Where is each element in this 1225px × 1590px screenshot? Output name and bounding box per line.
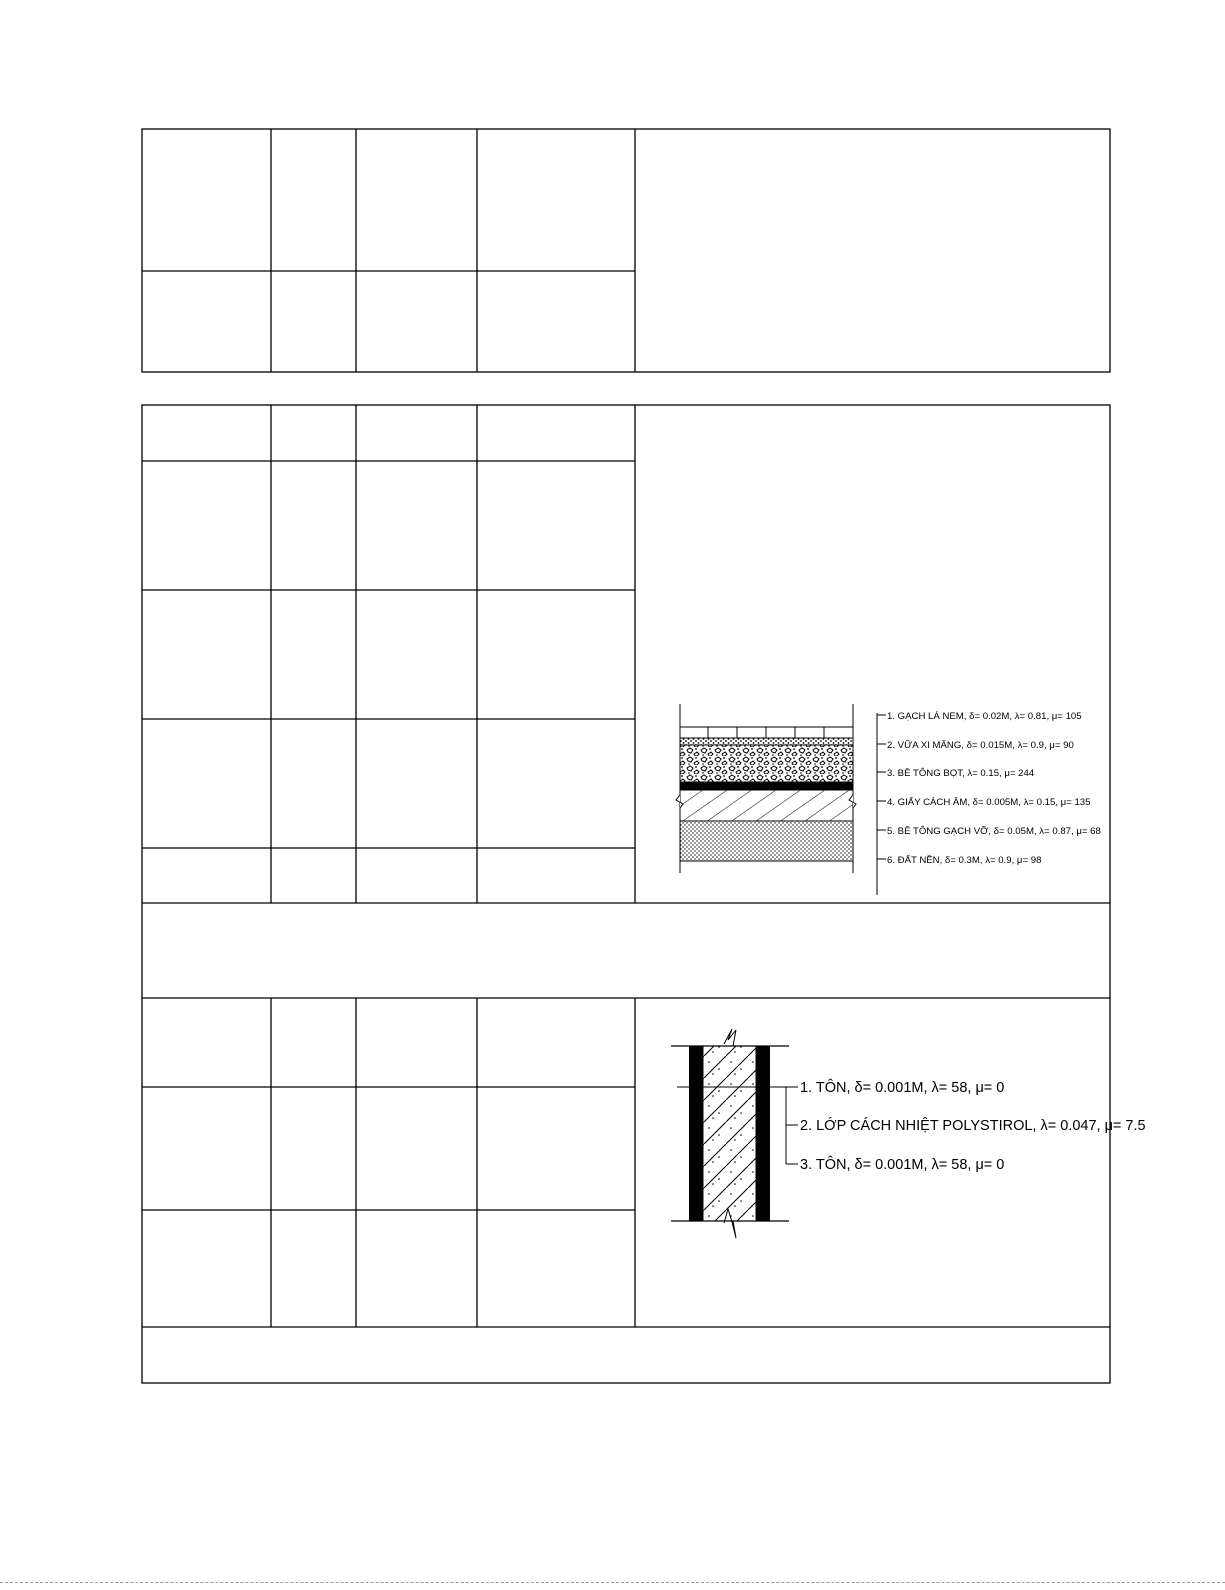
floor-layer-3-label: 3. BÊ TÔNG BỌT, λ= 0.15, μ= 244 <box>887 768 1035 779</box>
wall-layer-1-label: 1. TÔN, δ= 0.001M, λ= 58, μ= 0 <box>800 1080 1005 1096</box>
table-2 <box>142 405 1110 1383</box>
wall-layer-2-label: 2. LỚP CÁCH NHIỆT POLYSTIROL, λ= 0.047, μ= 7.5 <box>800 1118 1146 1134</box>
floor-layer-1-label: 1. GẠCH LÁ NEM, δ= 0.02M, λ= 0.81, μ= 105 <box>887 711 1082 722</box>
page-separator <box>0 1582 1225 1583</box>
table-1 <box>142 129 1110 372</box>
floor-layer-2-label: 2. VỮA XI MĂNG, δ= 0.015M, λ= 0.9, μ= 90 <box>887 740 1074 751</box>
wall-section-drawing <box>671 1029 798 1238</box>
floor-layer-6-label: 6. ĐẤT NỀN, δ= 0.3M, λ= 0.9, μ= 98 <box>887 855 1042 866</box>
floor-section-drawing <box>676 704 886 895</box>
wall-layer-3-label: 3. TÔN, δ= 0.001M, λ= 58, μ= 0 <box>800 1157 1005 1173</box>
floor-layer-5-label: 5. BÊ TÔNG GẠCH VỠ, δ= 0.05M, λ= 0.87, μ= 68 <box>887 826 1101 837</box>
floor-layer-4-label: 4. GIẤY CÁCH ÂM, δ= 0.005M, λ= 0.15, μ= 135 <box>887 797 1091 808</box>
